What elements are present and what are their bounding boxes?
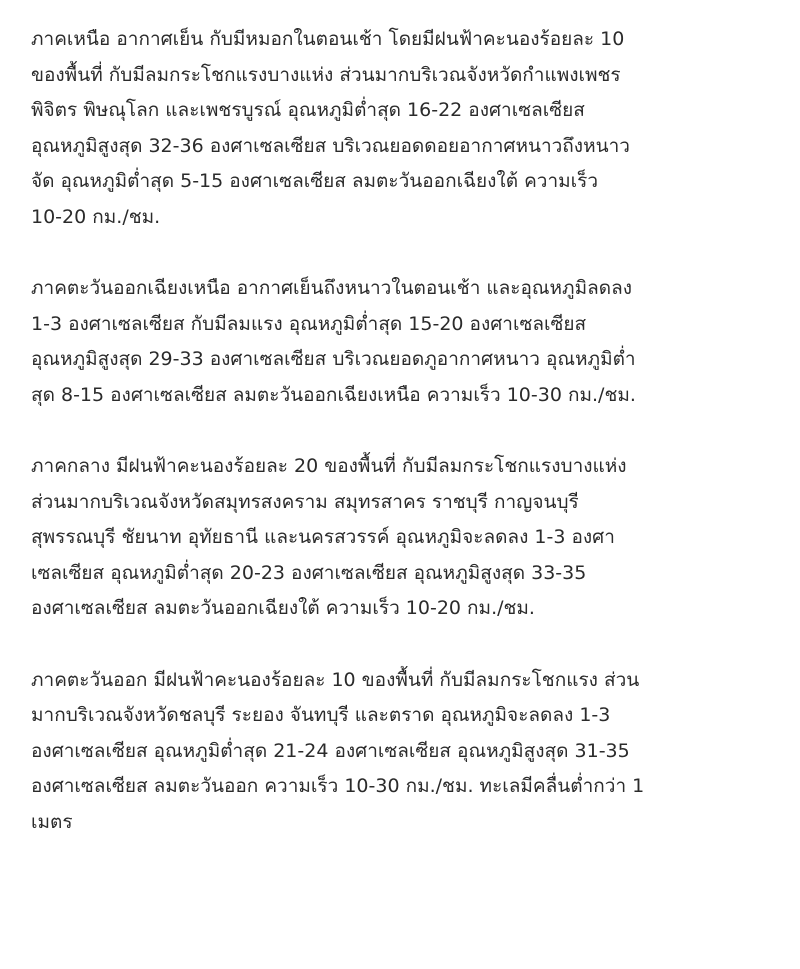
weather-forecast-article [31, 22, 786, 840]
text-line: สุพรรณบุรี ชัยนาท อุทัยธานี และนครสวรรค์ อุณหภูมิจะลดลง 1-3 องศา [31, 526, 615, 548]
text-line: ส่วนมากบริเวณจังหวัดสมุทรสงคราม สมุทรสาคร ราชบุรี กาญจนบุรี [31, 490, 579, 513]
paragraph-east [31, 663, 786, 841]
text-line: สุด 8-15 องศาเซลเซียส ลมตะวันออกเฉียงเหนือ ความเร็ว 10-30 กม./ชม. [31, 383, 636, 406]
text-line: พิจิตร พิษณุโลก และเพชรบูรณ์ อุณหภูมิต่ำสุด 16-22 องศาเซลเซียส [31, 99, 585, 121]
text-line: องศาเซลเซียส ลมตะวันออกเฉียงใต้ ความเร็ว 10-20 กม./ชม. [31, 597, 535, 619]
paragraph-north [31, 22, 786, 235]
text-line: เมตร [31, 810, 73, 833]
text-line: จัด อุณหภูมิต่ำสุด 5-15 องศาเซลเซียส ลมตะวันออกเฉียงใต้ ความเร็ว [31, 170, 599, 192]
text-line: เซลเซียส อุณหภูมิต่ำสุด 20-23 องศาเซลเซียส อุณหภูมิสูงสุด 33-35 [31, 561, 587, 584]
text-line: องศาเซลเซียส ลมตะวันออก ความเร็ว 10-30 กม./ชม. ทะเลมีคลื่นต่ำกว่า 1 [31, 775, 645, 797]
text-line: ภาคตะวันออกเฉียงเหนือ อากาศเย็นถึงหนาวในตอนเช้า และอุณหภูมิลดลง [31, 277, 633, 299]
text-line: 1-3 องศาเซลเซียส กับมีลมแรง อุณหภูมิต่ำสุด 15-20 องศาเซลเซียส [31, 312, 587, 335]
text-line: ภาคตะวันออก มีฝนฟ้าคะนองร้อยละ 10 ของพื้นที่ กับมีลมกระโชกแรง ส่วน [31, 668, 640, 691]
paragraph-central [31, 449, 786, 627]
text-line: 10-20 กม./ชม. [31, 205, 161, 228]
text-line: ของพื้นที่ กับมีลมกระโชกแรงบางแห่ง ส่วนมากบริเวณจังหวัดกำแพงเพชร [31, 63, 621, 86]
text-line: องศาเซลเซียส อุณหภูมิต่ำสุด 21-24 องศาเซลเซียส อุณหภูมิสูงสุด 31-35 [31, 739, 630, 762]
text-line: อุณหภูมิสูงสุด 32-36 องศาเซลเซียส บริเวณยอดดอยอากาศหนาวถึงหนาว [31, 134, 630, 157]
text-line: ภาคกลาง มีฝนฟ้าคะนองร้อยละ 20 ของพื้นที่ กับมีลมกระโชกแรงบางแห่ง [31, 455, 627, 477]
text-line: อุณหภูมิสูงสุด 29-33 องศาเซลเซียส บริเวณยอดภูอากาศหนาว อุณหภูมิต่ำ [31, 348, 636, 370]
text-line: ภาคเหนือ อากาศเย็น กับมีหมอกในตอนเช้า โดยมีฝนฟ้าคะนองร้อยละ 10 [31, 28, 625, 50]
text-line: มากบริเวณจังหวัดชลบุรี ระยอง จันทบุรี และตราด อุณหภูมิจะลดลง 1-3 [31, 704, 611, 726]
paragraph-northeast [31, 271, 786, 413]
